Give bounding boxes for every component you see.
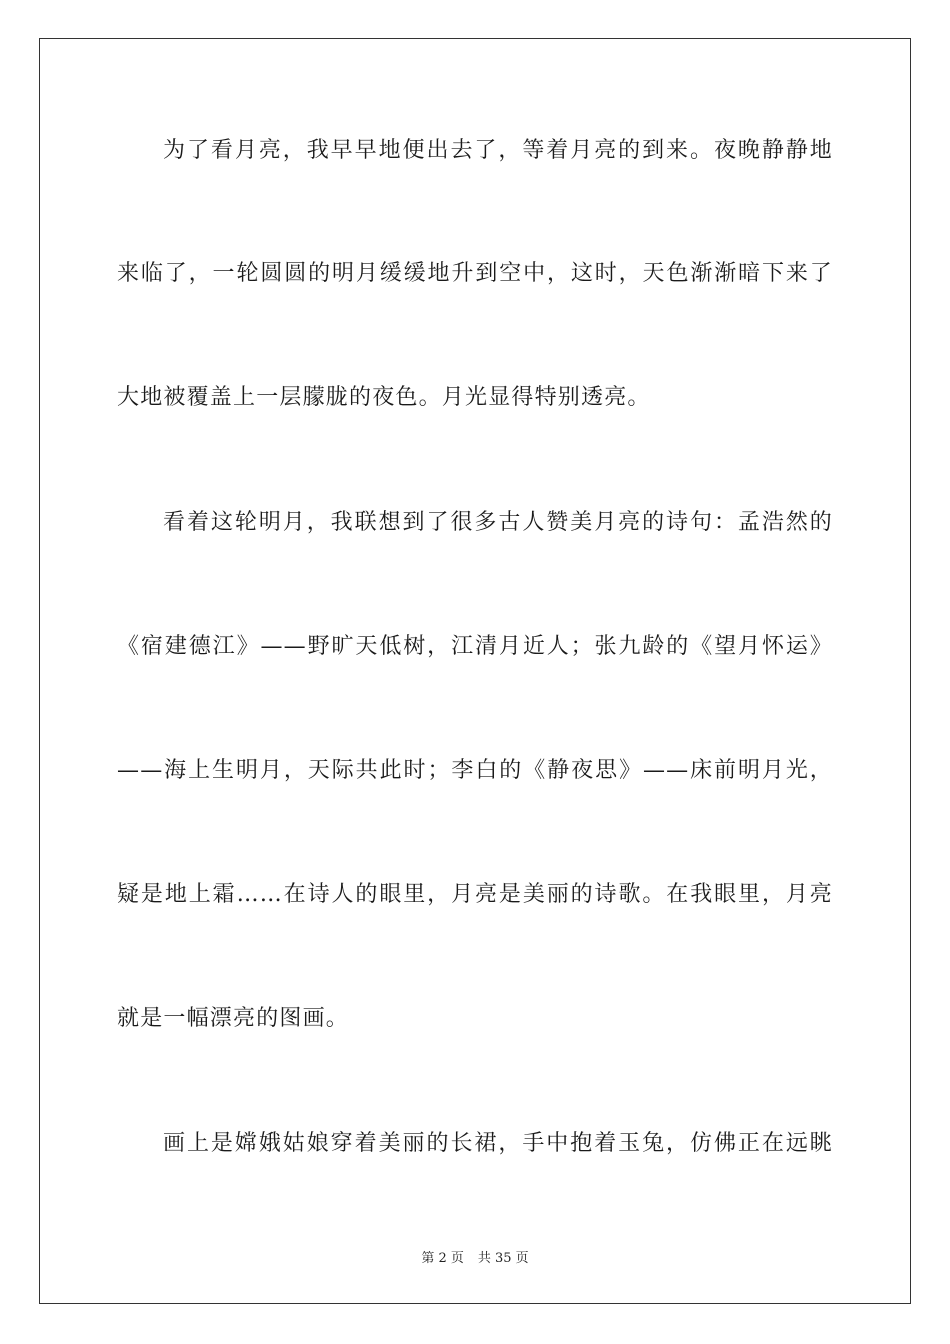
total-pages: 共 35 页 [477, 1251, 529, 1266]
paragraph-line: 为了看月亮，我早早地便出去了，等着月亮的到来。夜晚静静地 [163, 138, 833, 163]
paragraph-line: 大地被覆盖上一层朦胧的夜色。月光显得特别透亮。 [117, 385, 651, 410]
paragraph-line: 疑是地上霜……在诗人的眼里，月亮是美丽的诗歌。在我眼里，月亮 [117, 882, 833, 907]
page-footer [0, 1247, 950, 1266]
page-number: 第 2 页 [421, 1251, 464, 1266]
paragraph-line: 来临了，一轮圆圆的明月缓缓地升到空中，这时，天色渐渐暗下来了 [117, 261, 833, 286]
paragraph-line: 《宿建德江》——野旷天低树，江清月近人；张九龄的《望月怀运》 [117, 634, 833, 659]
paragraph-line: 看着这轮明月，我联想到了很多古人赞美月亮的诗句：孟浩然的 [163, 510, 833, 535]
paragraph-line: ——海上生明月，天际共此时；李白的《静夜思》——床前明月光， [117, 758, 833, 783]
paragraph-line: 画上是嫦娥姑娘穿着美丽的长裙，手中抱着玉兔，仿佛正在远眺 [163, 1131, 833, 1156]
paragraph-line: 就是一幅漂亮的图画。 [117, 1006, 350, 1031]
page-border [39, 38, 911, 1304]
